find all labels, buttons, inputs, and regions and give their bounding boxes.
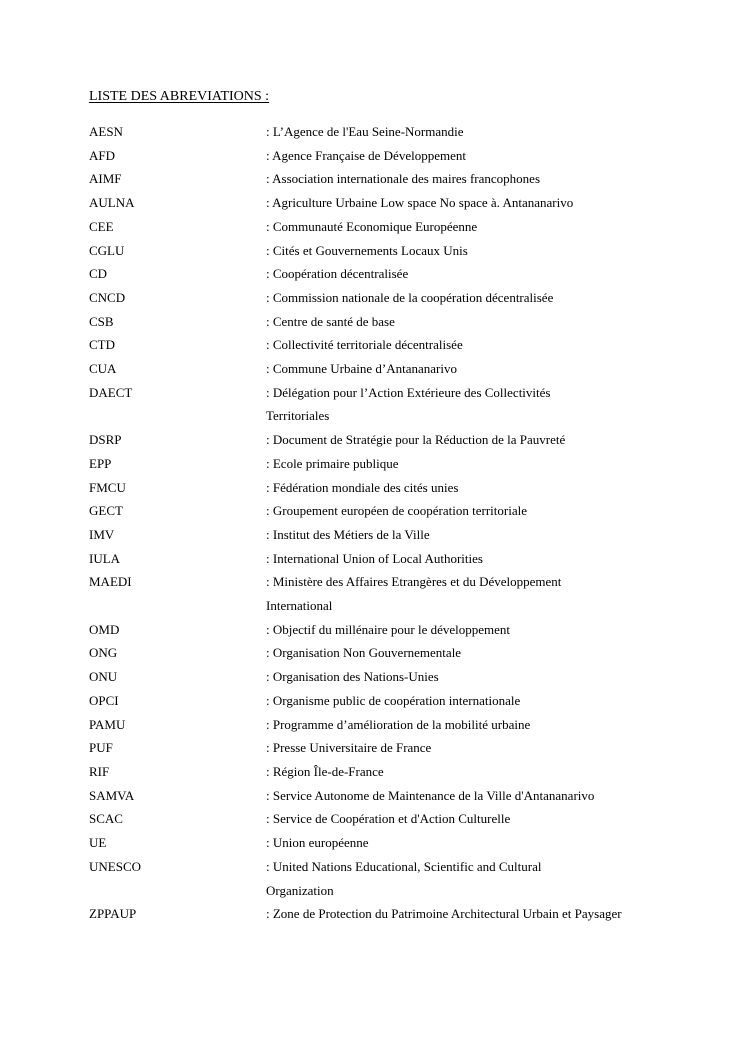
abbreviation-definition: : L’Agence de l'Eau Seine-Normandie xyxy=(266,124,464,139)
abbreviation-row xyxy=(89,831,659,855)
abbreviation-term: CSB xyxy=(89,313,114,329)
abbreviation-term: MAEDI xyxy=(89,574,132,590)
abbreviation-term: CUA xyxy=(89,361,117,377)
abbreviation-definition-continuation: International xyxy=(266,598,333,614)
abbreviation-row xyxy=(89,333,659,357)
abbreviation-definition: : Organisme public de coopération internationale xyxy=(266,692,521,708)
abbreviation-definition: : Commission nationale de la coopération décentralisée xyxy=(266,289,554,305)
abbreviation-term: IMV xyxy=(89,526,115,542)
abbreviation-term: DAECT xyxy=(89,384,133,400)
abbreviation-definition: : Zone de Protection du Patrimoine Architectural Urbain et Paysager xyxy=(266,906,622,922)
abbreviation-definition: : International Union of Local Authorities xyxy=(266,550,483,566)
abbreviation-definition-continuation: Organization xyxy=(266,882,334,898)
abbreviation-row xyxy=(89,902,659,926)
abbreviation-definition: : Communauté Economique Européenne xyxy=(266,218,478,234)
abbreviation-definition: : Délégation pour l’Action Extérieure des Collectivités xyxy=(266,384,551,400)
abbreviation-row xyxy=(89,641,659,665)
abbreviation-row xyxy=(89,239,659,263)
abbreviation-definition: : Document de Stratégie pour la Réduction de la Pauvreté xyxy=(266,432,566,448)
abbreviation-definition: : Centre de santé de base xyxy=(266,313,395,329)
abbreviation-row xyxy=(89,286,659,310)
abbreviation-row xyxy=(89,120,659,144)
abbreviation-row xyxy=(89,499,659,523)
abbreviation-row xyxy=(89,428,659,452)
abbreviation-term: UE xyxy=(89,835,107,851)
abbreviation-definition: : Service de Coopération et d'Action Culturelle xyxy=(266,811,511,827)
abbreviation-definition: : Service Autonome de Maintenance de la Ville d'Antananarivo xyxy=(266,787,595,803)
abbreviation-term: ZPPAUP xyxy=(89,906,137,922)
abbreviation-definition: : Association internationale des maires francophones xyxy=(266,171,541,187)
abbreviation-term: PUF xyxy=(89,740,113,756)
abbreviation-row xyxy=(89,760,659,784)
abbreviation-term: AESN xyxy=(89,124,123,139)
abbreviation-definition: : Région Île-de-France xyxy=(266,763,384,779)
abbreviation-row xyxy=(89,618,659,642)
abbreviation-definition: : Fédération mondiale des cités unies xyxy=(266,479,459,495)
abbreviation-term-spacer xyxy=(89,594,266,618)
abbreviation-definition: : United Nations Educational, Scientific and Cultural xyxy=(266,858,542,874)
abbreviation-row xyxy=(89,713,659,737)
abbreviation-row xyxy=(89,452,659,476)
abbreviation-definition: : Union européenne xyxy=(266,835,369,851)
abbreviation-term: RIF xyxy=(89,763,110,779)
abbreviation-definition: : Organisation des Nations-Unies xyxy=(266,669,439,685)
abbreviation-term: UNESCO xyxy=(89,858,142,874)
abbreviation-term: OPCI xyxy=(89,692,119,708)
abbreviation-term: CGLU xyxy=(89,242,125,258)
abbreviation-definition: : Ecole primaire publique xyxy=(266,455,399,471)
abbreviation-row-continuation xyxy=(89,594,659,618)
abbreviation-row xyxy=(89,381,659,405)
abbreviation-term: AIMF xyxy=(89,171,122,187)
abbreviation-term: EPP xyxy=(89,455,112,471)
abbreviation-definition: : Institut des Métiers de la Ville xyxy=(266,526,430,542)
abbreviation-row xyxy=(89,736,659,760)
abbreviation-term: CNCD xyxy=(89,289,126,305)
abbreviation-definition: : Collectivité territoriale décentralisée xyxy=(266,337,463,353)
abbreviation-list xyxy=(89,120,659,926)
abbreviation-definition: : Agriculture Urbaine Low space No space à. Antananarivo xyxy=(266,195,574,211)
abbreviation-row xyxy=(89,855,659,879)
abbreviation-row xyxy=(89,476,659,500)
abbreviation-row xyxy=(89,167,659,191)
abbreviation-row xyxy=(89,215,659,239)
abbreviation-definition: : Coopération décentralisée xyxy=(266,266,409,282)
abbreviation-row xyxy=(89,262,659,286)
abbreviation-term: AULNA xyxy=(89,195,135,211)
abbreviation-term-spacer xyxy=(89,879,266,903)
abbreviation-definition: : Cités et Gouvernements Locaux Unis xyxy=(266,242,468,258)
abbreviation-definition: : Presse Universitaire de France xyxy=(266,740,432,756)
abbreviation-row-continuation xyxy=(89,404,659,428)
abbreviation-row xyxy=(89,357,659,381)
page-title: LISTE DES ABREVIATIONS : xyxy=(89,89,270,104)
abbreviation-row xyxy=(89,665,659,689)
abbreviation-row xyxy=(89,689,659,713)
abbreviation-term: CTD xyxy=(89,337,115,353)
abbreviation-term: AFD xyxy=(89,147,116,163)
abbreviation-definition: : Ministère des Affaires Etrangères et du Développement xyxy=(266,574,562,590)
abbreviation-definition: : Groupement européen de coopération territoriale xyxy=(266,503,527,519)
abbreviation-row-continuation xyxy=(89,879,659,903)
abbreviation-definition: : Organisation Non Gouvernementale xyxy=(266,645,462,661)
abbreviation-row xyxy=(89,570,659,594)
abbreviation-term: FMCU xyxy=(89,479,126,495)
abbreviation-definition: : Programme d’amélioration de la mobilité urbaine xyxy=(266,716,531,732)
abbreviation-row xyxy=(89,191,659,215)
abbreviation-term-spacer xyxy=(89,404,266,428)
abbreviation-row xyxy=(89,807,659,831)
abbreviation-row xyxy=(89,784,659,808)
abbreviation-term: OMD xyxy=(89,621,120,637)
abbreviation-row xyxy=(89,523,659,547)
abbreviation-term: PAMU xyxy=(89,716,126,732)
abbreviation-term: SCAC xyxy=(89,811,123,827)
abbreviation-definition: : Agence Française de Développement xyxy=(266,147,466,163)
abbreviation-term: DSRP xyxy=(89,432,122,448)
abbreviation-term: ONU xyxy=(89,669,118,685)
abbreviation-term: GECT xyxy=(89,503,123,519)
abbreviation-definition: : Commune Urbaine d’Antananarivo xyxy=(266,361,457,377)
abbreviation-term: ONG xyxy=(89,645,118,661)
abbreviation-term: CEE xyxy=(89,218,114,234)
abbreviation-row xyxy=(89,144,659,168)
abbreviation-term: CD xyxy=(89,266,108,282)
abbreviation-row xyxy=(89,547,659,571)
abbreviation-term: IULA xyxy=(89,550,121,566)
abbreviation-term: SAMVA xyxy=(89,787,135,803)
abbreviation-definition-continuation: Territoriales xyxy=(266,408,330,424)
abbreviation-row xyxy=(89,310,659,334)
abbreviation-definition: : Objectif du millénaire pour le développement xyxy=(266,621,511,637)
